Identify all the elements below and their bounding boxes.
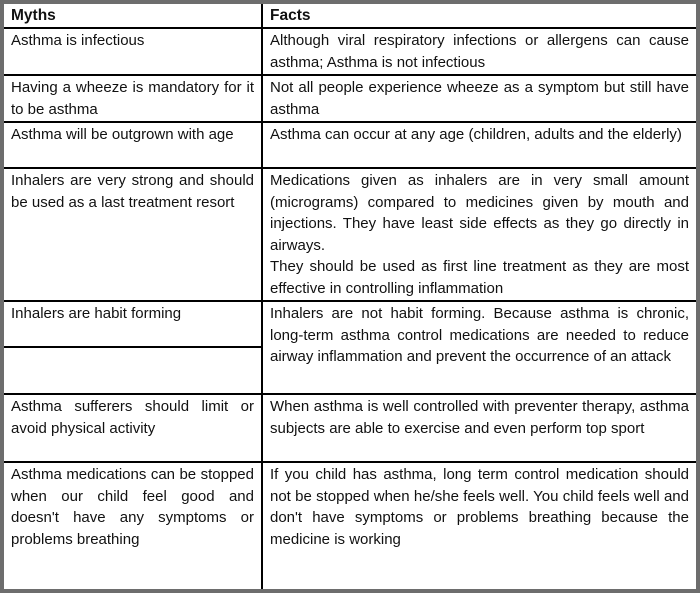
- fact-cell: [262, 462, 696, 593]
- fact-cell: [262, 75, 696, 122]
- fact-cell: [262, 168, 696, 301]
- table-row: [4, 301, 696, 347]
- myth-cell: Asthma medications can be stopped when our child feel good and doesn't have any symptoms or problems breathing: [4, 462, 262, 593]
- table-row: [4, 394, 696, 462]
- fact-paragraph: Not all people experience wheeze as a symptom but still have asthma: [270, 79, 689, 118]
- fact-paragraph: Medications given as inhalers are in very small amount (micrograms) compared to medicines given by mouth and injections. They have least side effects as they go directly in airways.: [270, 172, 689, 254]
- header-row: [4, 4, 696, 28]
- myth-cell: Having a wheeze is mandatory for it to be asthma: [4, 75, 262, 122]
- fact-paragraph: If you child has asthma, long term control medication should not be stopped when he/she feels well. You child feels well and don't have symptoms or problems breathing because the medicine is working: [270, 466, 689, 548]
- myth-cell-empty: [4, 347, 262, 394]
- fact-cell: [262, 28, 696, 75]
- facts-header-cell: Facts: [262, 4, 696, 28]
- myth-cell: Asthma sufferers should limit or avoid physical activity: [4, 394, 262, 462]
- table-row: [4, 75, 696, 122]
- fact-cell: [262, 301, 696, 394]
- table-row: [4, 122, 696, 168]
- table-row: [4, 28, 696, 75]
- table-row: [4, 462, 696, 593]
- fact-paragraph: When asthma is well controlled with preventer therapy, asthma subjects are able to exercise and even perform top sport: [270, 398, 689, 437]
- myth-cell: Asthma is infectious: [4, 28, 262, 75]
- myth-cell: Inhalers are very strong and should be used as a last treatment resort: [4, 168, 262, 301]
- fact-cell: [262, 122, 696, 168]
- table-row: [4, 168, 696, 301]
- myth-cell: Asthma will be outgrown with age: [4, 122, 262, 168]
- fact-paragraph: Inhalers are not habit forming. Because asthma is chronic, long-term asthma control medications are needed to reduce airway inflammation and prevent the occurrence of an attack: [270, 305, 689, 365]
- myths-facts-table: [4, 4, 696, 593]
- fact-cell: [262, 394, 696, 462]
- fact-paragraph: Although viral respiratory infections or allergens can cause asthma; Asthma is not infectious: [270, 32, 689, 71]
- fact-paragraph: They should be used as first line treatment as they are most effective in controlling inflammation: [270, 258, 689, 297]
- myths-header-cell: Myths: [4, 4, 262, 28]
- myth-cell: Inhalers are habit forming: [4, 301, 262, 347]
- fact-paragraph: Asthma can occur at any age (children, adults and the elderly): [270, 126, 682, 143]
